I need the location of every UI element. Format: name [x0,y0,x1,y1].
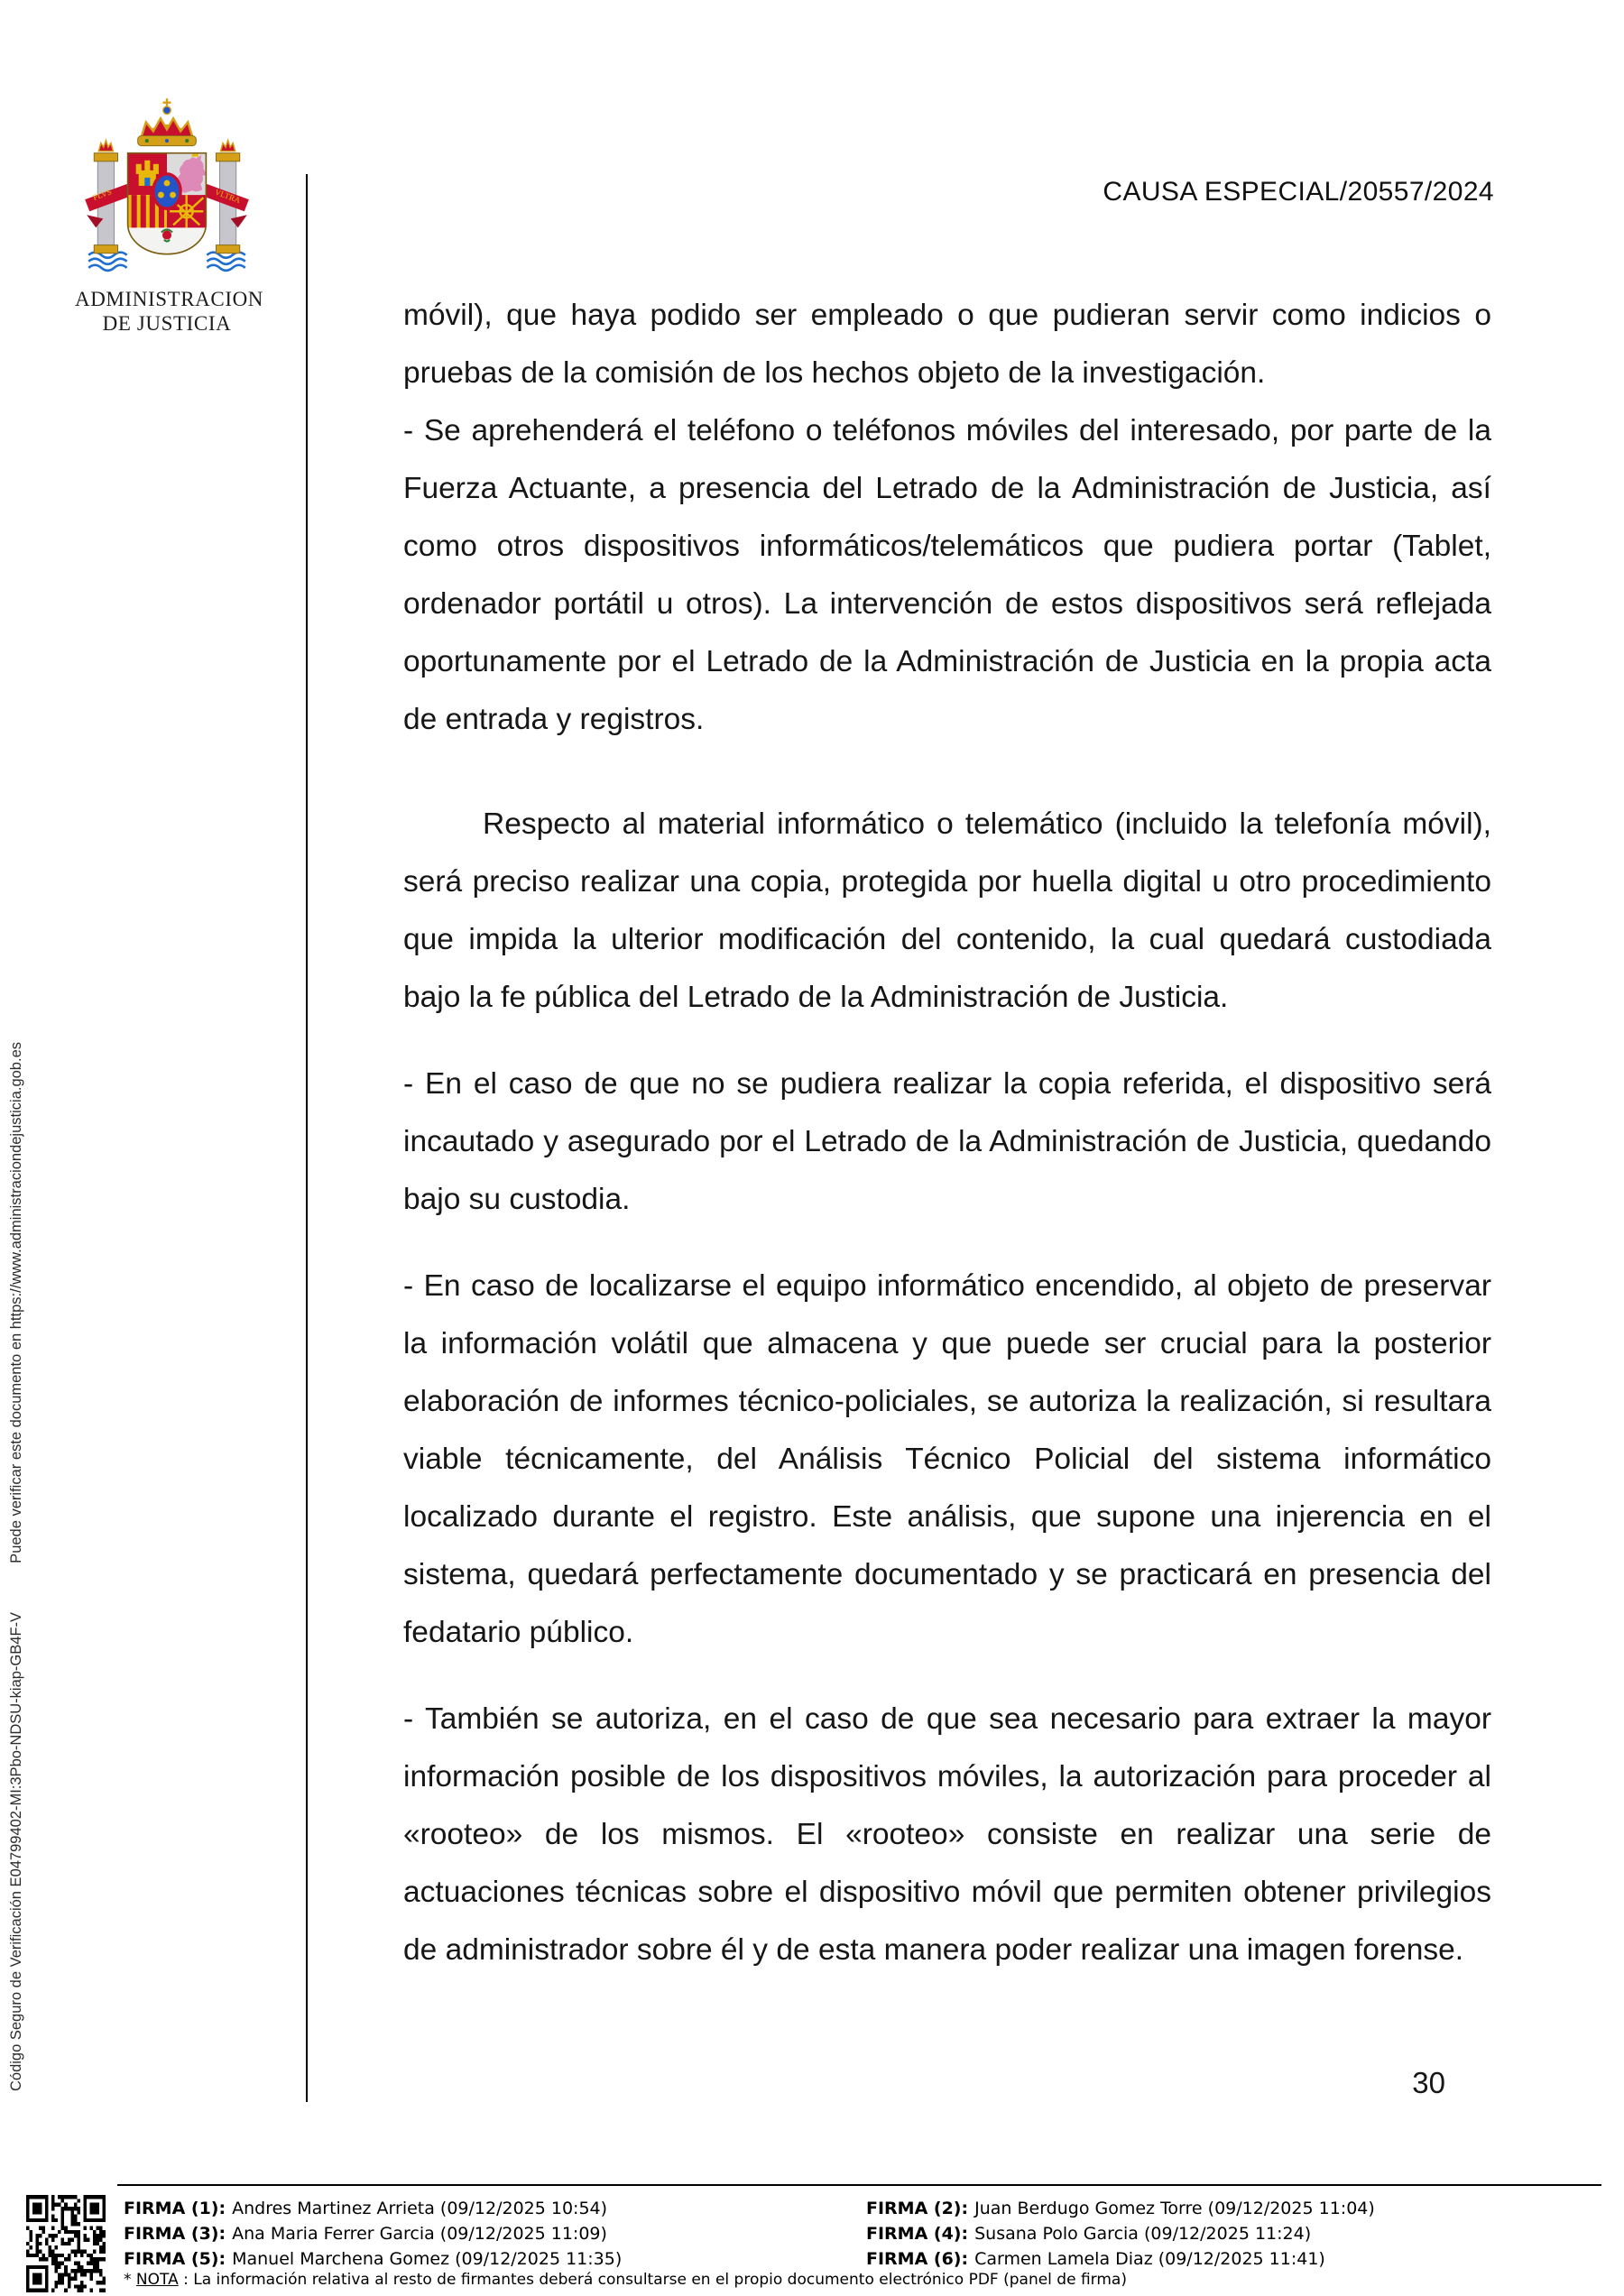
signature-value: Ana Maria Ferrer Garcia (09/12/2025 11:09) [232,2224,607,2244]
signature-label: FIRMA (1): [124,2199,226,2218]
ribbon-plvs-text: PLVS [91,187,114,203]
signature-entry [866,2249,1608,2269]
case-reference: CAUSA ESPECIAL/20557/2024 [1103,177,1494,207]
signature-value: Susana Polo Garcia (09/12/2025 11:24) [974,2224,1312,2244]
signature-label: FIRMA (5): [124,2249,226,2269]
org-name-line2: DE JUSTICIA [102,312,232,335]
note-asterisk: * [124,2271,136,2289]
signature-block [124,2196,1608,2272]
signature-value: Andres Martinez Arrieta (09/12/2025 10:54) [232,2199,608,2218]
administracion-justicia-logo [75,84,264,336]
signature-entry [124,2249,866,2269]
csv-verify-text: Puede verificar este documento en https://www.administraciondejusticia.gob.es [8,1042,24,1563]
csv-code-text: Código Seguro de Verificación E04799402-MI:3Pbo-NDSU-kiap-GB4F-V [8,1611,24,2091]
paragraph: - También se autoriza, en el caso de que sea necesario para extraer la mayor información posible de los dispositivos móviles, la autorización para proceder al «rooteo» de los mismos. El «rooteo» consiste en realizar una serie de actuaciones técnicas sobre el dispositivo móvil que permiten obtener privilegios de administrador sobre él y de esta manera poder realizar una imagen forense. [403,1702,1491,1967]
signature-label: FIRMA (6): [866,2249,969,2269]
paragraph: - En caso de localizarse el equipo informático encendido, al objeto de preservar la información volátil que almacena y que puede ser crucial para la posterior elaboración de informes técnico-policiales, se autoriza la realización, si resultara viable técnicamente, del Análisis Técnico Policial del sistema informático localizado durante el registro. Este análisis, que supone una injerencia en el sistema, quedará perfectamente documentado y se practicará en presencia del fedatario público. [403,1269,1491,1649]
signature-entry [124,2199,866,2218]
paragraph: - En el caso de que no se pudiera realizar la copia referida, el dispositivo será incautado y asegurado por el Letrado de la Administración de Justicia, quedando bajo su custodia. [403,1067,1491,1216]
document-body [403,287,1491,2008]
page-number: 30 [1412,2066,1445,2099]
signature-label: FIRMA (2): [866,2199,969,2218]
signature-value: Juan Berdugo Gomez Torre (09/12/2025 11:04) [974,2199,1375,2218]
verification-sidebar [8,1042,28,2091]
signature-entry [866,2199,1608,2218]
signature-value: Manuel Marchena Gomez (09/12/2025 11:35) [232,2249,623,2269]
signature-label: FIRMA (3): [124,2224,226,2244]
signature-value: Carmen Lamela Diaz (09/12/2025 11:41) [974,2249,1325,2269]
org-name-line1: ADMINISTRACION [75,288,264,310]
note-text: : La información relativa al resto de firmantes deberá consultarse en el propio documento electrónico PDF (panel de firma) [178,2271,1127,2289]
signature-entry [124,2224,866,2244]
margin-divider-line [306,174,308,2102]
qr-code [26,2195,106,2292]
footer-divider-line [117,2184,1601,2186]
paragraph: - Se aprehenderá el teléfono o teléfonos móviles del interesado, por parte de la Fuerza Actuante, a presencia del Letrado de la Administración de Justicia, así como otros dispositivos informáticos/telemáticos que pudiera portar (Tablet, ordenador portátil u otros). La intervención de estos dispositivos será reflejada oportunamente por el Letrado de la Administración de Justicia en la propia acta de entrada y registros. [403,414,1491,736]
signature-label: FIRMA (4): [866,2224,969,2244]
paragraph: móvil), que haya podido ser empleado o que pudieran servir como indicios o pruebas de la comisión de los hechos objeto de la investigación. [403,299,1491,390]
footer-note [124,2271,1127,2289]
paragraph: Respecto al material informático o telemático (incluido la telefonía móvil), será preciso realizar una copia, protegida por huella digital u otro procedimiento que impida la ulterior modificación del contenido, la cual quedará custodiada bajo la fe pública del Letrado de la Administración de Justicia. [403,807,1491,1014]
ribbon-vltra-text: VLTRA [213,187,242,206]
signature-entry [866,2224,1608,2244]
spain-coat-of-arms-icon [75,84,259,284]
note-label: NOTA [135,2271,179,2289]
